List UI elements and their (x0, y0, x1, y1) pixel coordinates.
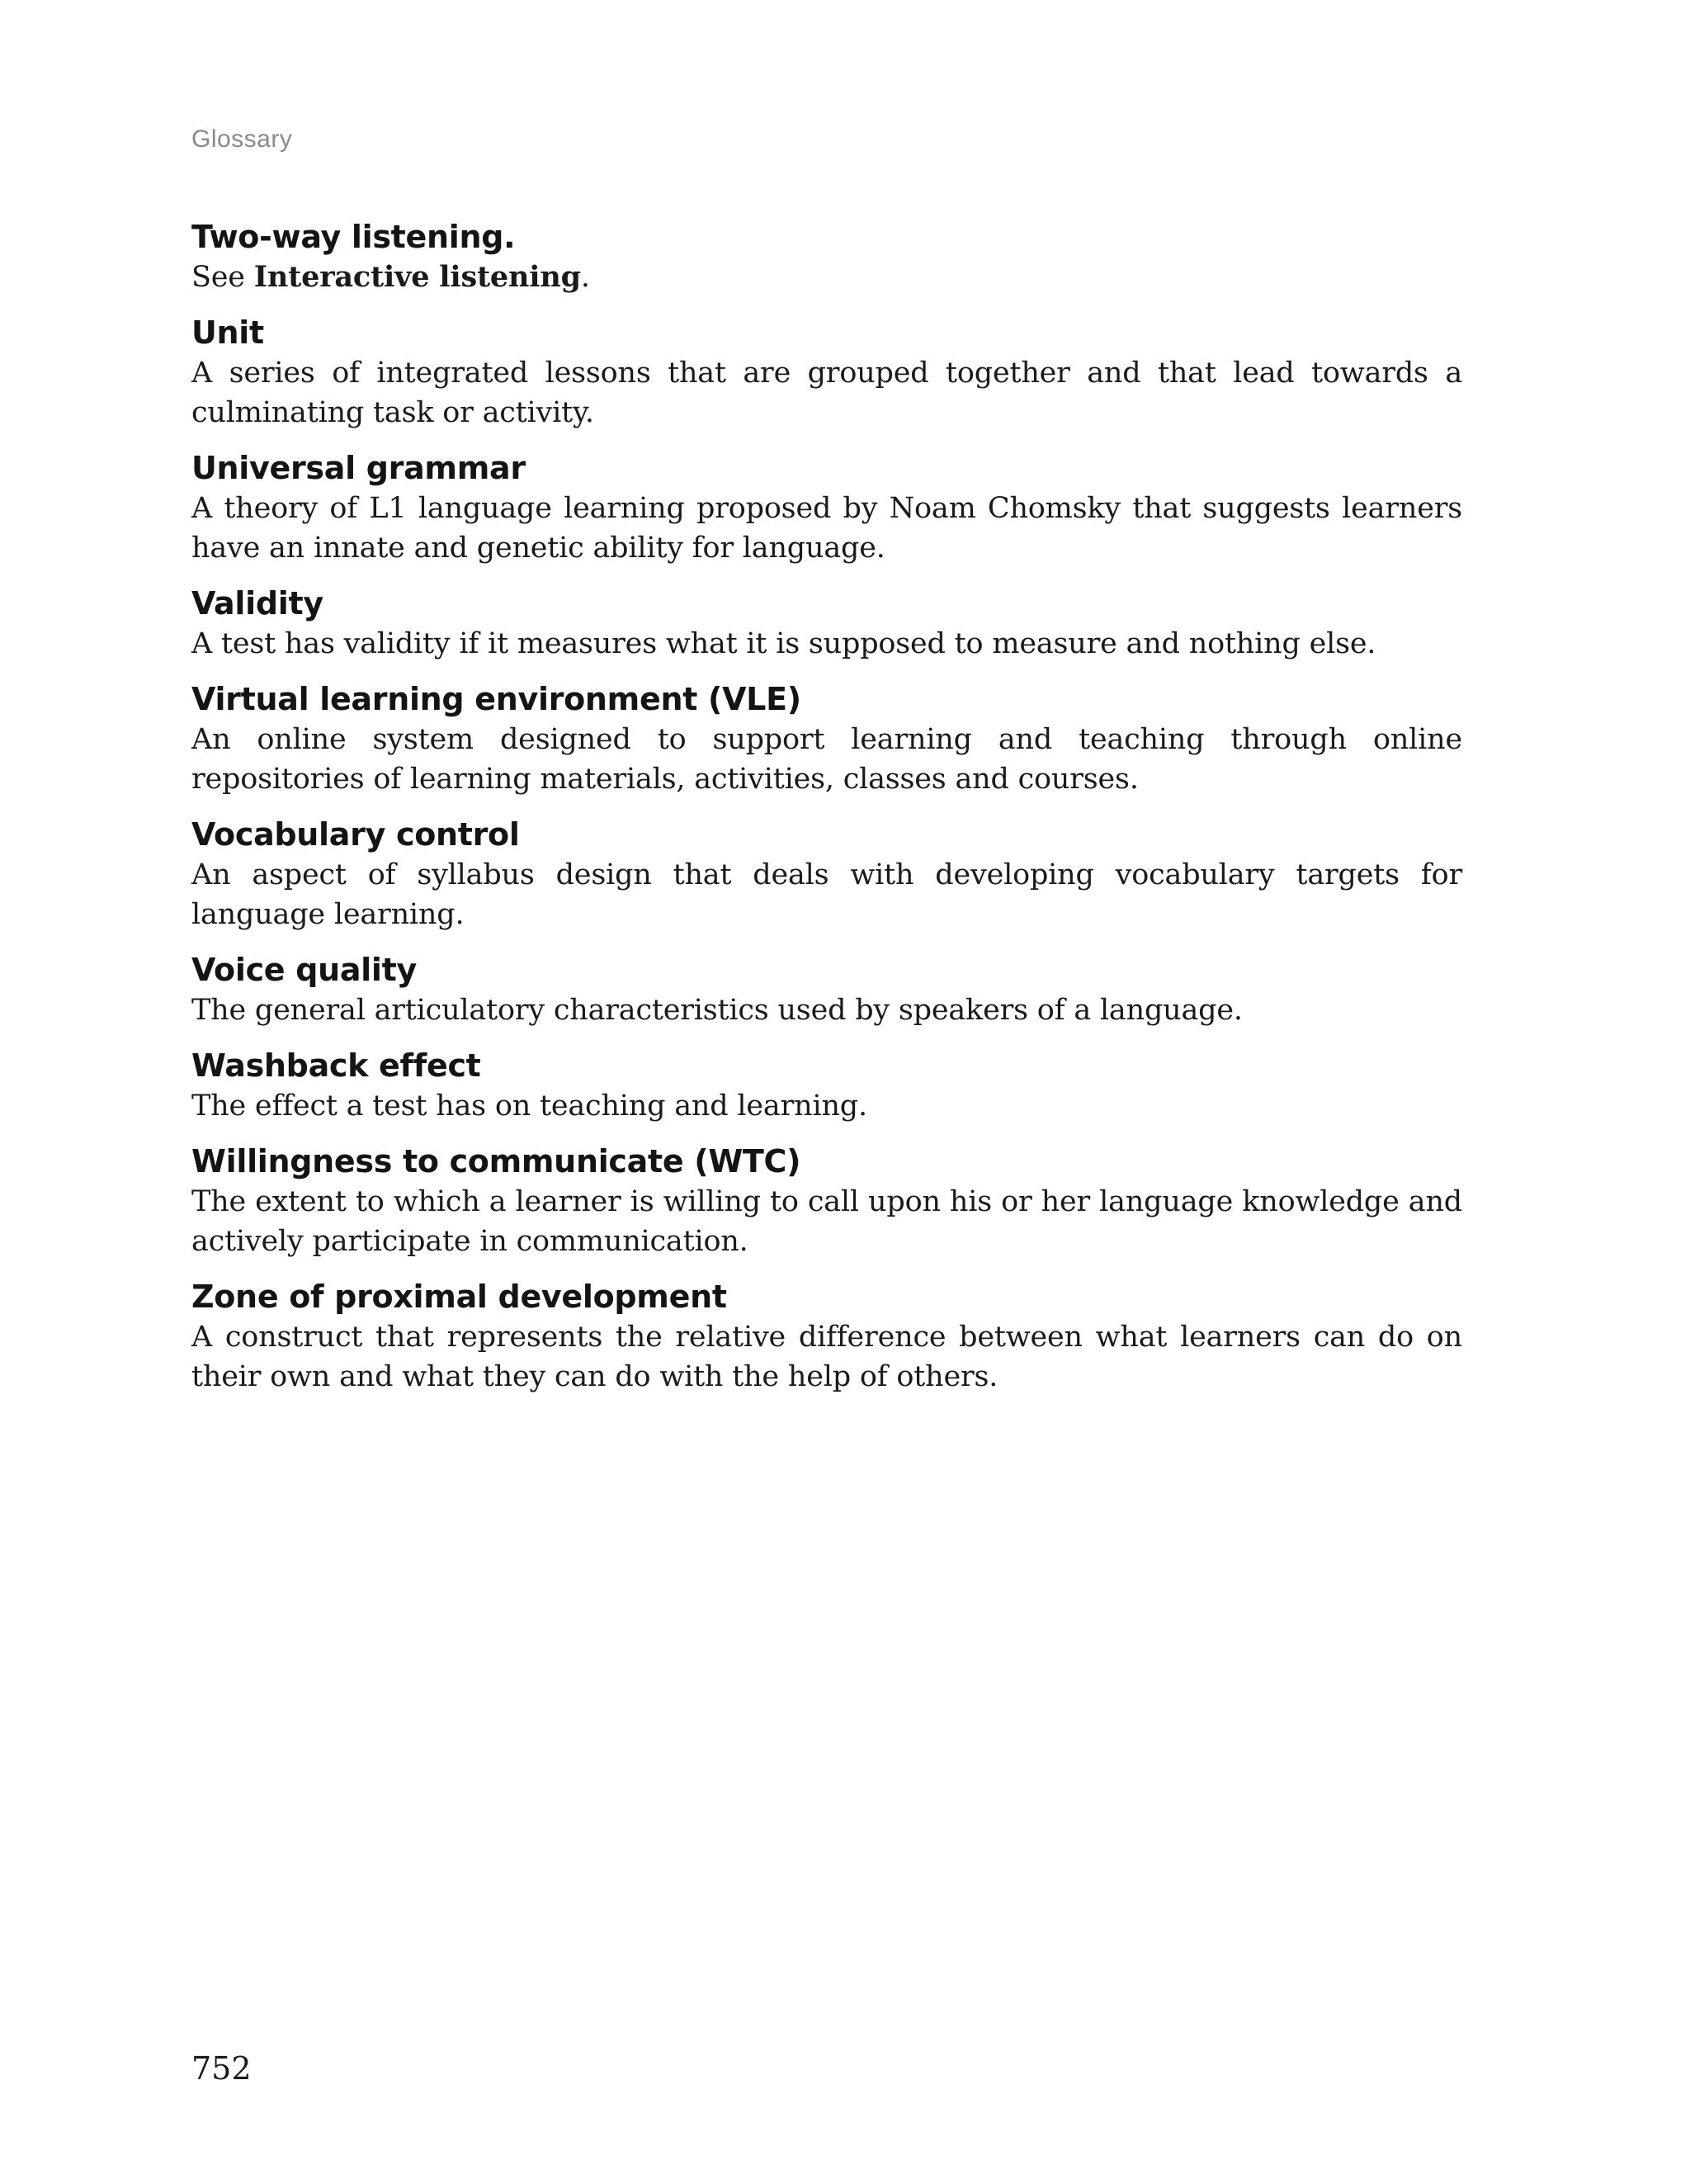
glossary-definition: The extent to which a learner is willing to call upon his or her language knowledge and actively participate in communication. (191, 1185, 1462, 1258)
glossary-term: Universal grammar (191, 450, 526, 486)
glossary-entry (191, 949, 1462, 1030)
running-head: Glossary (191, 125, 293, 153)
glossary-entries (191, 216, 1462, 1411)
glossary-definition (191, 258, 1462, 297)
glossary-definition: The effect a test has on teaching and learning. (191, 1090, 867, 1123)
glossary-term: Vocabulary control (191, 816, 520, 853)
glossary-term: Zone of proximal development (191, 1279, 727, 1315)
glossary-entry (191, 1045, 1462, 1126)
glossary-entry (191, 1141, 1462, 1261)
glossary-term: Virtual learning environment (VLE) (191, 681, 801, 717)
glossary-entry (191, 583, 1462, 664)
see-prefix: See (191, 261, 254, 294)
glossary-entry (191, 447, 1462, 568)
page-number: 752 (191, 2050, 252, 2087)
glossary-term: Unit (191, 314, 264, 351)
glossary-entry (191, 814, 1462, 934)
glossary-term: Washback effect (191, 1047, 481, 1084)
glossary-entry (191, 1276, 1462, 1397)
cross-reference-term: Interactive listening (253, 260, 581, 294)
see-suffix: . (580, 261, 590, 294)
glossary-definition: An aspect of syllabus design that deals with developing vocabulary targets for language learning. (191, 858, 1462, 931)
glossary-entry (191, 216, 1462, 297)
glossary-term: Willingness to communicate (WTC) (191, 1143, 801, 1179)
glossary-term: Two-way listening. (191, 219, 516, 255)
glossary-term: Voice quality (191, 952, 417, 988)
glossary-definition: A theory of L1 language learning proposed by Noam Chomsky that suggests learners have an innate and genetic ability for language. (191, 492, 1462, 565)
glossary-entry (191, 678, 1462, 799)
glossary-term: Validity (191, 585, 323, 622)
glossary-definition: The general articulatory characteristics used by speakers of a language. (191, 994, 1243, 1027)
glossary-definition: An online system designed to support learning and teaching through online repositories of learning materials, activities, classes and courses. (191, 723, 1462, 796)
glossary-definition: A construct that represents the relative difference between what learners can do on their own and what they can do with the help of others. (191, 1321, 1462, 1393)
glossary-definition: A series of integrated lessons that are grouped together and that lead towards a culminating task or activity. (191, 357, 1462, 429)
glossary-entry (191, 312, 1462, 433)
glossary-definition: A test has validity if it measures what it is supposed to measure and nothing else. (191, 627, 1376, 660)
